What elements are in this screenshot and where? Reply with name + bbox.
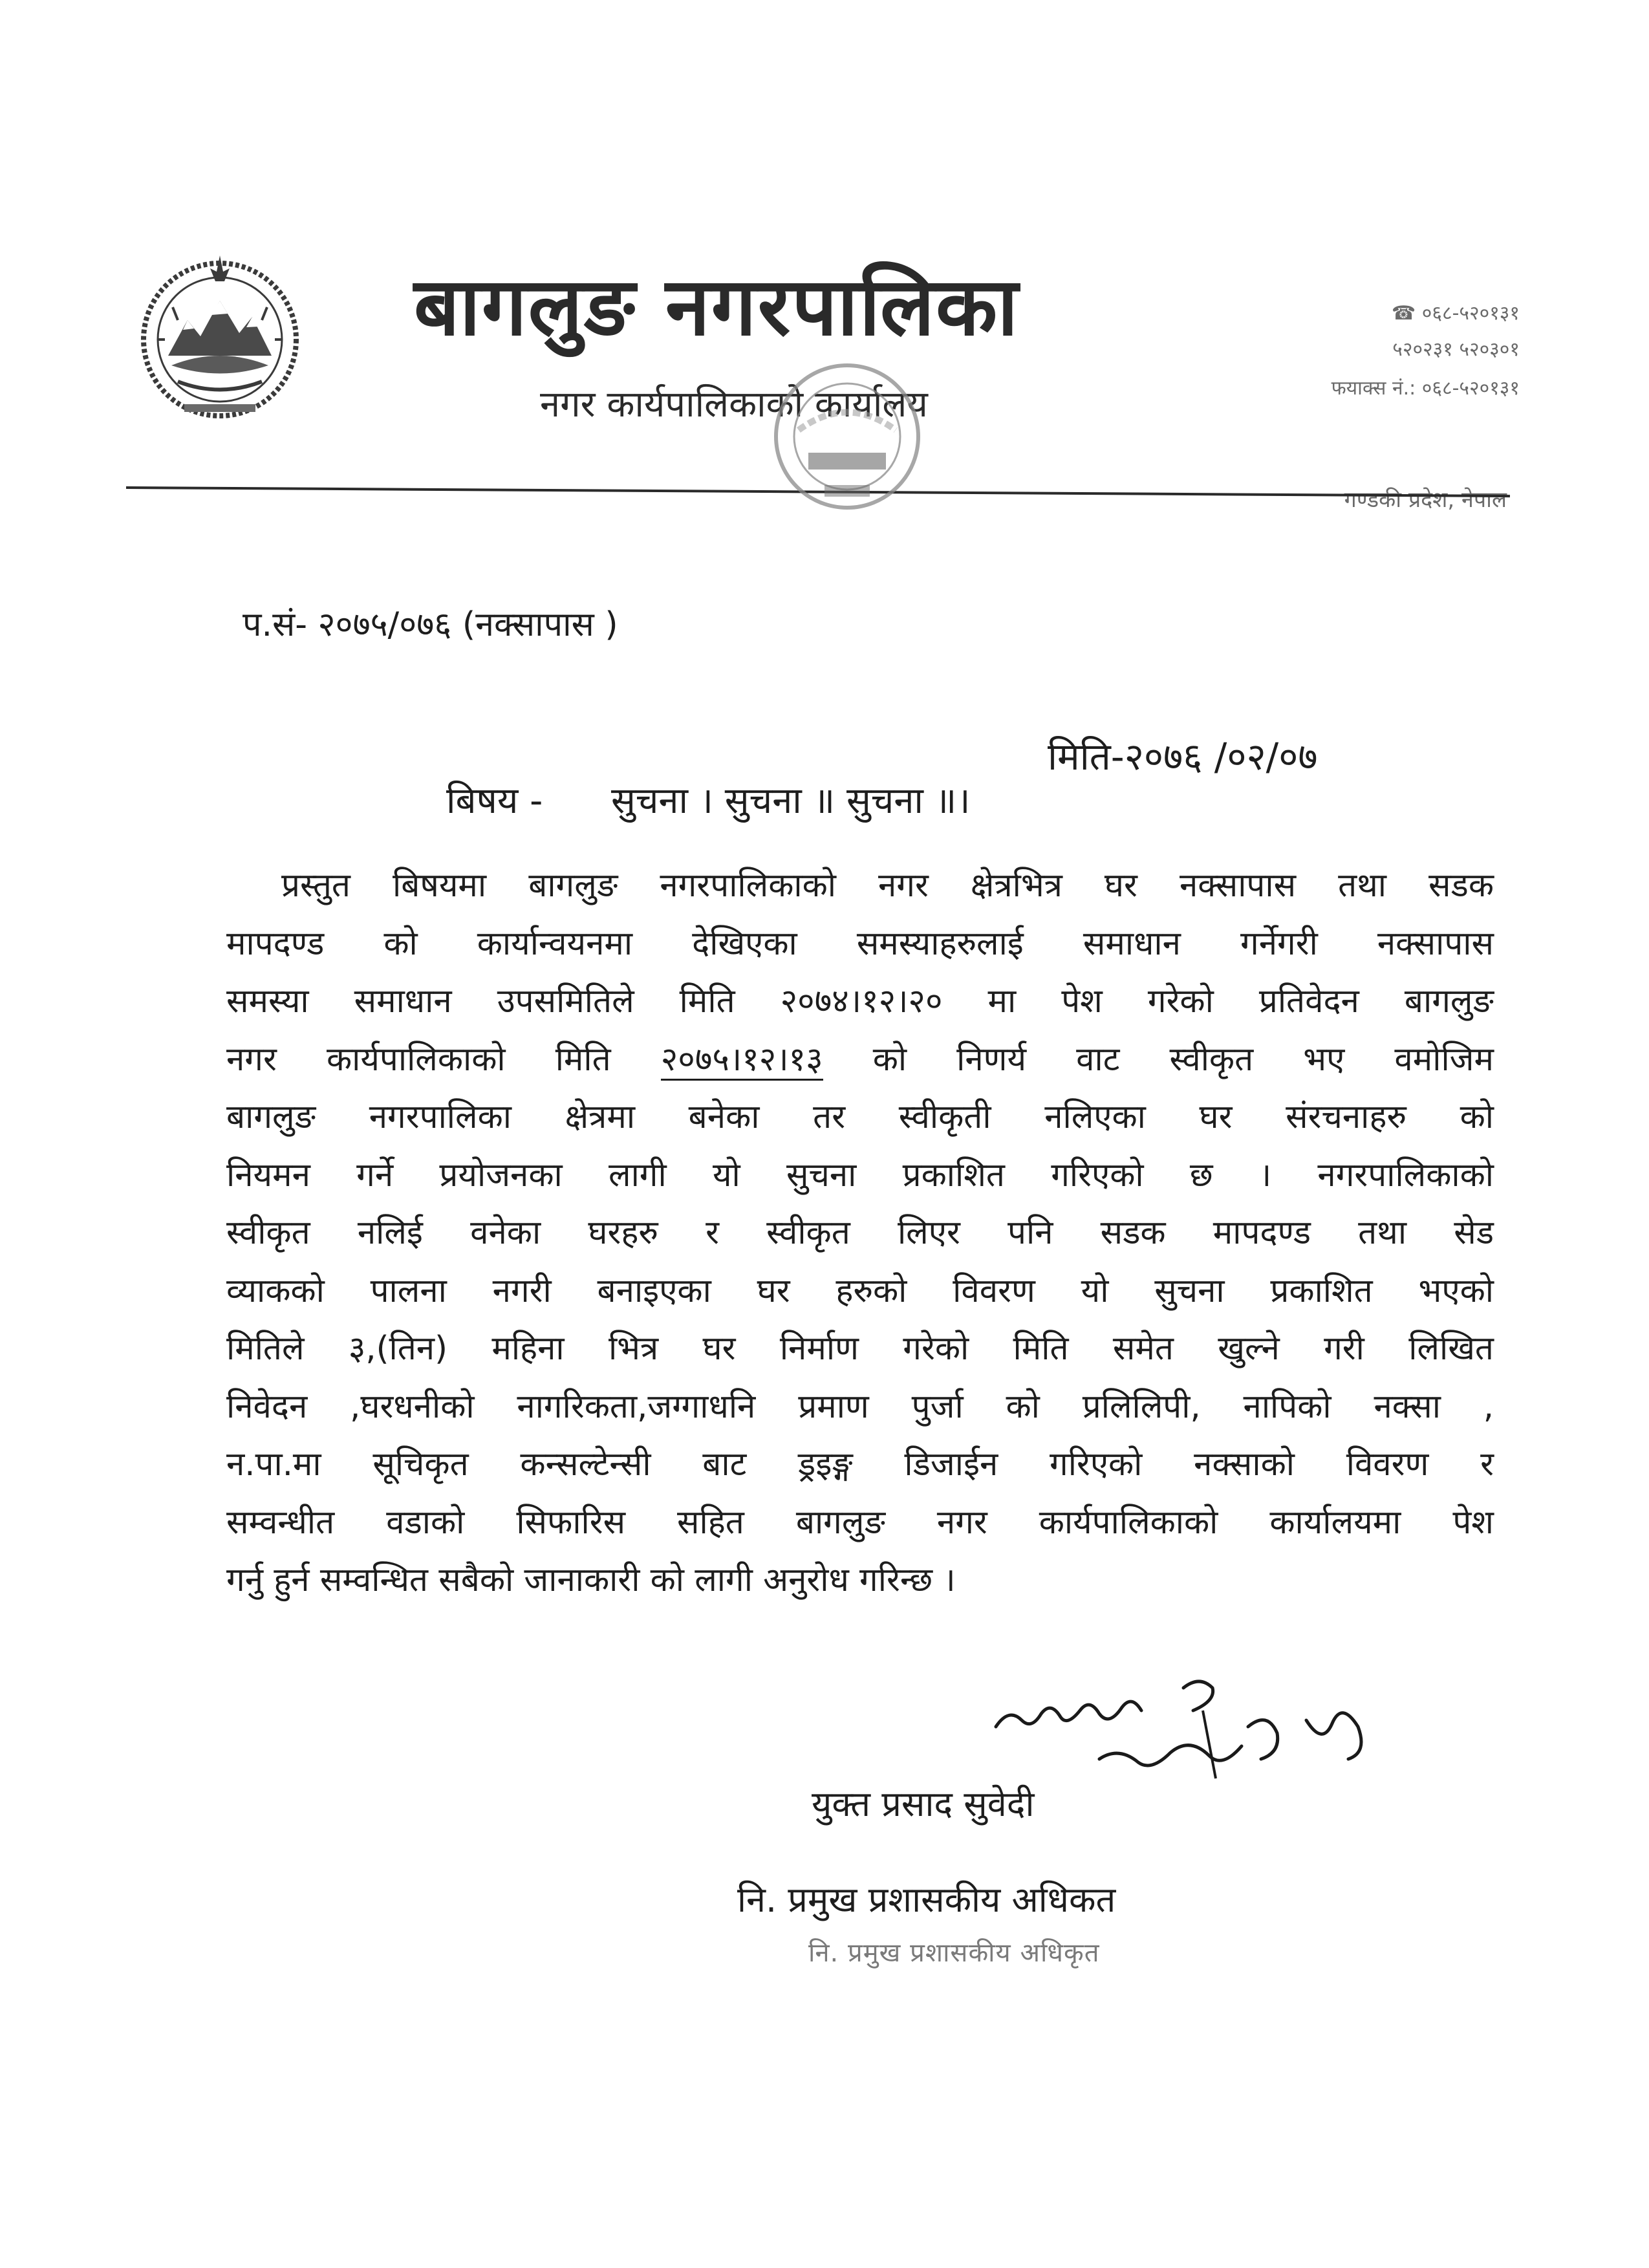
office-name: बागलुङ नगरपालिका	[414, 261, 1020, 354]
body-line: निवेदन ,घरधनीको नागरिकता,जग्गाधनि प्रमाण पुर्जा को प्रलिलिपी, नापिको नक्सा ,	[226, 1387, 1494, 1426]
body-line: बागलुङ नगरपालिका क्षेत्रमा बनेका तर स्वीकृती नलिएका घर संरचनाहरु को	[226, 1098, 1494, 1136]
signatory-title: नि. प्रमुख प्रशासकीय अधिकत	[737, 1879, 1116, 1920]
body-line: नियमन गर्ने प्रयोजनका लागी यो सुचना प्रकाशित गरिएको छ । नगरपालिकाको	[226, 1156, 1494, 1194]
office-stamp-icon	[747, 356, 947, 530]
phone-number-secondary: ५२०२३१ ५२०३०१	[1392, 338, 1520, 361]
body-line: स्वीकृत नलिई वनेका घरहरु र स्वीकृत लिएर पनि सडक मापदण्ड तथा सेड	[226, 1214, 1494, 1252]
body-line-part: को निणर्य वाट स्वीकृत भए वमोजिम	[872, 1040, 1494, 1079]
subject-label: बिषय -	[446, 780, 543, 822]
body-line: मापदण्ड को कार्यान्वयनमा देखिएका समस्याहरुलाई समाधान गर्नेगरी नक्सापास	[226, 924, 1494, 963]
signatory-name: युक्त प्रसाद सुवेदी	[812, 1784, 1035, 1824]
reference-number: प.सं- २०७५/०७६ (नक्सापास )	[242, 605, 618, 644]
body-line: मितिले ३,(तिन) महिना भित्र घर निर्माण गरेको मिति समेत खुल्ने गरी लिखित	[226, 1330, 1494, 1368]
body-line-part: नगर कार्यपालिकाको मिति	[226, 1040, 611, 1079]
body-line: समस्या समाधान उपसमितिले मिति २०७४।१२।२० मा पेश गरेको प्रतिवेदन बागलुङ	[226, 982, 1494, 1021]
subject-text: सुचना । सुचना ॥ सुचना ॥।	[610, 780, 971, 822]
body-line: प्रस्तुत बिषयमा बागलुङ नगरपालिकाको नगर क्षेत्रभित्र घर नक्सापास तथा सडक	[281, 867, 1494, 905]
body-line: न.पा.मा सूचिकृत कन्सल्टेन्सी बाट ड्रइङ्ग डिजाईन गरिएको नक्साको विवरण र	[226, 1445, 1494, 1484]
fax-number: फयाक्स नं.: ०६८-५२०१३१	[1331, 377, 1520, 400]
province-address: गण्डकी प्रदेश, नेपाल	[1344, 487, 1507, 513]
body-line: व्याकको पालना नगरी बनाइएका घर हरुको विवरण यो सुचना प्रकाशित भएको	[226, 1271, 1494, 1310]
decision-date: २०७५।१२।१३	[661, 1041, 823, 1081]
body-line: सम्वन्धीत वडाको सिफारिस सहित बागलुङ नगर कार्यपालिकाको कार्यालयमा पेश	[226, 1503, 1494, 1542]
letter-date: मिति-२०७६ /०२/०७	[1048, 735, 1318, 779]
municipality-emblem-icon	[133, 243, 307, 430]
notice-body	[226, 857, 1494, 1610]
signatory-title-stamp: नि. प्रमुख प्रशासकीय अधिकृत	[808, 1938, 1100, 1968]
subject-line	[446, 775, 971, 824]
phone-number: ☎ ०६८-५२०१३१	[1391, 302, 1520, 325]
office-subtitle: नगर कार्यपालिकाको कार्यालय	[540, 383, 928, 426]
body-line	[226, 1031, 1494, 1089]
body-line: गर्नु हुर्न सम्वन्धित सबैको जानाकारी को लागी अनुरोध गरिन्छ ।	[226, 1561, 956, 1599]
